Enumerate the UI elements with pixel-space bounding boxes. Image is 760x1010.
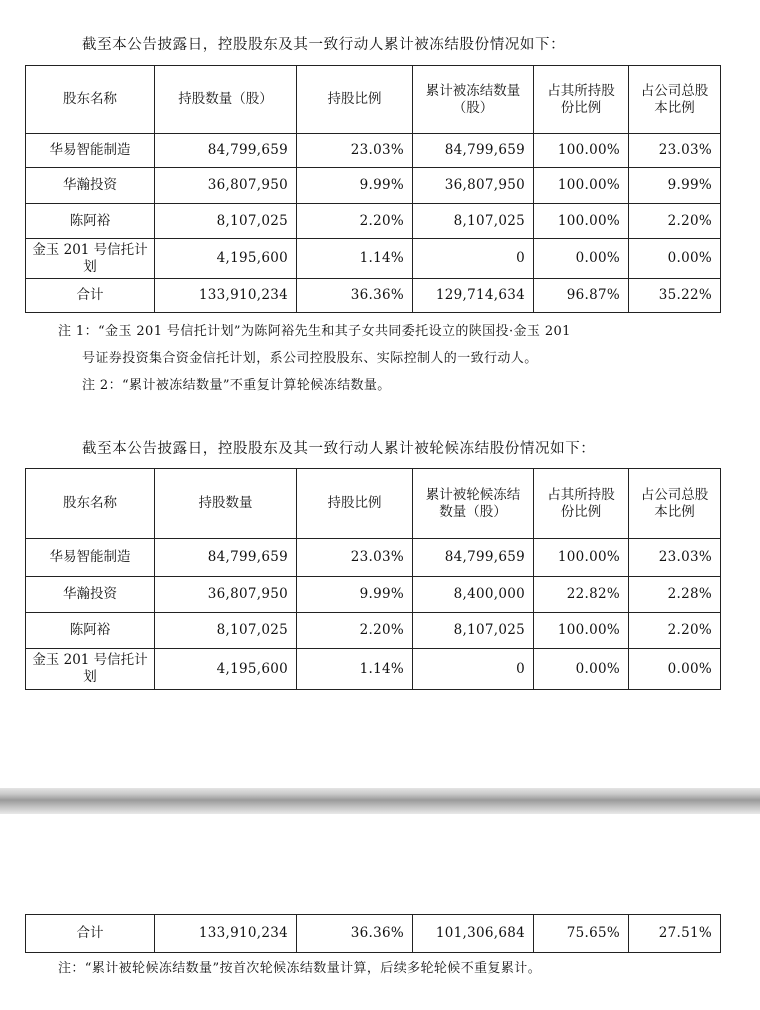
shareholder-name-cell: 华瀚投资 (26, 577, 155, 613)
shareholder-name-cell: 华易智能制造 (26, 134, 155, 168)
total-ratio-cell: 23.03% (629, 539, 721, 577)
waiting-frozen-shares-cell: 84,799,659 (413, 539, 534, 577)
total-ratio-cell: 23.03% (629, 134, 721, 168)
table-total-row (26, 915, 721, 953)
table-row (26, 239, 721, 279)
holding-shares-cell: 36,807,950 (155, 168, 297, 204)
header-cell: 持股数量（股） (155, 66, 297, 134)
holding-ratio-cell: 23.03% (297, 539, 413, 577)
table-header-row (26, 66, 721, 134)
header-cell: 股东名称 (26, 66, 155, 134)
total-ratio-cell: 2.28% (629, 577, 721, 613)
header-cell: 累计被轮候冻结数量（股） (413, 469, 534, 539)
holding-shares-cell: 4,195,600 (155, 649, 297, 690)
holding-shares-cell: 133,910,234 (155, 279, 297, 313)
page-break-divider (0, 788, 760, 814)
header-cell: 持股比例 (297, 66, 413, 134)
holding-ratio-cell: 1.14% (297, 239, 413, 279)
total-ratio-cell: 9.99% (629, 168, 721, 204)
own-ratio-cell: 100.00% (534, 539, 629, 577)
table-row (26, 649, 721, 690)
holding-ratio-cell: 9.99% (297, 577, 413, 613)
shareholder-name-cell: 金玉 201 号信托计划 (26, 649, 155, 690)
frozen-shares-cell: 8,107,025 (413, 204, 534, 239)
waiting-frozen-shares-cell: 101,306,684 (413, 915, 534, 953)
own-ratio-cell: 75.65% (534, 915, 629, 953)
holding-ratio-cell: 9.99% (297, 168, 413, 204)
own-ratio-cell: 22.82% (534, 577, 629, 613)
note-1-line-2: 号证券投资集合资金信托计划，系公司控股股东、实际控制人的一致行动人。 (82, 351, 538, 366)
holding-ratio-cell: 1.14% (297, 649, 413, 690)
own-ratio-cell: 100.00% (534, 613, 629, 649)
own-ratio-cell: 96.87% (534, 279, 629, 313)
shareholder-name-cell: 陈阿裕 (26, 613, 155, 649)
header-cell: 占其所持股份比例 (534, 66, 629, 134)
table-row (26, 613, 721, 649)
holding-shares-cell: 84,799,659 (155, 134, 297, 168)
waiting-frozen-shares-cell: 8,400,000 (413, 577, 534, 613)
section-2-note: 注：“累计被轮候冻结数量”按首次轮候冻结数量计算，后续多轮轮候不重复累计。 (58, 961, 542, 976)
note-2: 注 2：“累计被冻结数量”不重复计算轮候冻结数量。 (82, 378, 391, 393)
header-cell: 占其所持股份比例 (534, 469, 629, 539)
total-ratio-cell: 0.00% (629, 649, 721, 690)
note-1-line-1: 注 1：“金玉 201 号信托计划”为陈阿裕先生和其子女共同委托设立的陕国投·金玉 201 (58, 324, 571, 339)
shareholder-name-cell: 华易智能制造 (26, 539, 155, 577)
waiting-frozen-shares-cell: 8,107,025 (413, 613, 534, 649)
table-row (26, 577, 721, 613)
frozen-shares-table (25, 65, 721, 313)
holding-ratio-cell: 36.36% (297, 279, 413, 313)
table-total-row (26, 279, 721, 313)
frozen-shares-cell: 84,799,659 (413, 134, 534, 168)
total-label-cell: 合计 (26, 279, 155, 313)
holding-shares-cell: 4,195,600 (155, 239, 297, 279)
frozen-shares-cell: 0 (413, 239, 534, 279)
header-cell: 股东名称 (26, 469, 155, 539)
header-cell: 累计被冻结数量（股） (413, 66, 534, 134)
header-cell: 持股比例 (297, 469, 413, 539)
own-ratio-cell: 100.00% (534, 134, 629, 168)
own-ratio-cell: 0.00% (534, 649, 629, 690)
shareholder-name-cell: 华瀚投资 (26, 168, 155, 204)
header-cell: 占公司总股本比例 (629, 66, 721, 134)
holding-shares-cell: 36,807,950 (155, 577, 297, 613)
shareholder-name-cell: 陈阿裕 (26, 204, 155, 239)
holding-shares-cell: 84,799,659 (155, 539, 297, 577)
total-label-cell: 合计 (26, 915, 155, 953)
table-row (26, 134, 721, 168)
section-1-heading: 截至本公告披露日，控股股东及其一致行动人累计被冻结股份情况如下： (82, 37, 566, 53)
frozen-shares-cell: 129,714,634 (413, 279, 534, 313)
total-ratio-cell: 35.22% (629, 279, 721, 313)
waiting-frozen-shares-cell: 0 (413, 649, 534, 690)
section-2-heading: 截至本公告披露日，控股股东及其一致行动人累计被轮候冻结股份情况如下： (82, 441, 596, 457)
table-row (26, 168, 721, 204)
own-ratio-cell: 100.00% (534, 168, 629, 204)
own-ratio-cell: 0.00% (534, 239, 629, 279)
header-cell: 持股数量 (155, 469, 297, 539)
holding-ratio-cell: 2.20% (297, 613, 413, 649)
header-cell: 占公司总股本比例 (629, 469, 721, 539)
table-header-row (26, 469, 721, 539)
frozen-shares-cell: 36,807,950 (413, 168, 534, 204)
holding-ratio-cell: 23.03% (297, 134, 413, 168)
holding-shares-cell: 133,910,234 (155, 915, 297, 953)
total-ratio-cell: 27.51% (629, 915, 721, 953)
total-ratio-cell: 0.00% (629, 239, 721, 279)
shareholder-name-cell: 金玉 201 号信托计划 (26, 239, 155, 279)
holding-shares-cell: 8,107,025 (155, 204, 297, 239)
holding-ratio-cell: 36.36% (297, 915, 413, 953)
holding-shares-cell: 8,107,025 (155, 613, 297, 649)
waiting-frozen-shares-table (25, 468, 721, 690)
total-ratio-cell: 2.20% (629, 613, 721, 649)
total-ratio-cell: 2.20% (629, 204, 721, 239)
waiting-frozen-total-table (25, 914, 721, 953)
table-row (26, 539, 721, 577)
page-2 (0, 814, 760, 1010)
table-row (26, 204, 721, 239)
holding-ratio-cell: 2.20% (297, 204, 413, 239)
own-ratio-cell: 100.00% (534, 204, 629, 239)
